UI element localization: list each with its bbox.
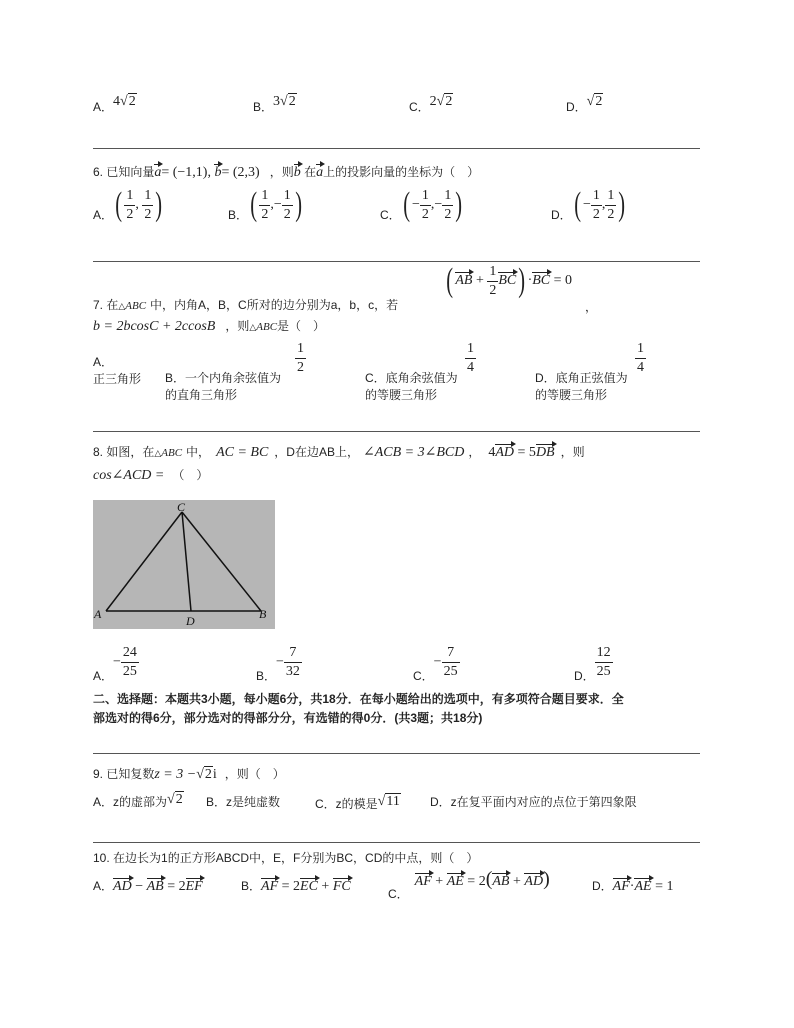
denominator: 2 bbox=[283, 206, 291, 222]
vec-EC: EC bbox=[300, 879, 318, 894]
option-label: B． bbox=[253, 100, 274, 114]
vec-b: b bbox=[214, 165, 222, 180]
paren-right: ) bbox=[455, 186, 463, 223]
divider bbox=[93, 261, 700, 262]
denominator: 2 bbox=[444, 206, 452, 222]
q9-option-b[interactable]: B．z是纯虚数 bbox=[206, 795, 281, 809]
stem-text: ，D在边AB上， bbox=[274, 445, 359, 459]
question-7-stem bbox=[93, 296, 398, 313]
q6-option-d[interactable] bbox=[551, 188, 628, 222]
fraction bbox=[282, 189, 293, 222]
q8-option-d[interactable] bbox=[574, 645, 613, 683]
paren-left: ( bbox=[573, 186, 581, 223]
fraction bbox=[465, 342, 476, 375]
stem-text: 是（ ） bbox=[277, 319, 326, 333]
option-text: 正三角形 bbox=[93, 372, 142, 386]
fraction bbox=[605, 189, 616, 222]
triangle-symbol: △ bbox=[118, 301, 126, 311]
triangle-name: ABC bbox=[161, 447, 183, 459]
triangle-diagram bbox=[93, 500, 275, 629]
stem-text: 中， bbox=[186, 445, 211, 459]
option-label: A． bbox=[93, 879, 114, 893]
q9-option-d[interactable]: D．z在复平面内对应的点位于第四象限 bbox=[430, 795, 637, 809]
sign: − bbox=[113, 654, 121, 670]
fraction bbox=[591, 189, 602, 222]
numerator: 1 bbox=[295, 342, 306, 359]
option-label: D． bbox=[574, 668, 595, 683]
q6-option-c[interactable] bbox=[380, 188, 465, 222]
option-text: 的等腰三角形 bbox=[535, 388, 608, 402]
figure-background bbox=[93, 500, 275, 629]
sqrt: √2 bbox=[280, 94, 296, 109]
option-label: D． bbox=[551, 208, 572, 223]
question-8-stem bbox=[93, 443, 585, 461]
vec-FC: FC bbox=[332, 879, 351, 894]
point-label-D: D bbox=[186, 614, 195, 628]
comma: , bbox=[135, 197, 139, 213]
vec-AD: AD bbox=[113, 879, 132, 894]
sqrt: √2 bbox=[586, 94, 603, 109]
paren-right: ) bbox=[518, 262, 526, 299]
triangle-name: ABC bbox=[125, 300, 147, 312]
option-text: C．底角余弦值为 bbox=[365, 371, 458, 385]
stem-text: ，则 bbox=[225, 319, 250, 333]
numerator: 1 bbox=[259, 189, 270, 206]
triangle-symbol: △ bbox=[249, 322, 257, 332]
vec-AD: AD bbox=[495, 445, 515, 460]
numerator: 1 bbox=[591, 189, 602, 206]
q5-option-c[interactable] bbox=[409, 94, 453, 116]
paren-right: ) bbox=[295, 186, 302, 223]
numerator: 1 bbox=[124, 189, 135, 206]
vec-BC: BC bbox=[532, 273, 551, 289]
sqrt: √2 bbox=[167, 792, 183, 807]
option-label: C． bbox=[380, 208, 401, 223]
q8-option-b[interactable] bbox=[256, 645, 302, 683]
stem-text: ，则 bbox=[560, 445, 585, 459]
fraction bbox=[487, 265, 498, 298]
vec-a: a bbox=[316, 165, 324, 180]
denominator: 2 bbox=[297, 360, 304, 375]
radicand: 11 bbox=[386, 794, 400, 809]
fraction bbox=[442, 189, 453, 222]
fraction bbox=[259, 189, 270, 222]
sign: − bbox=[583, 197, 591, 213]
vec-AE: AE bbox=[446, 874, 464, 889]
vec-EF: EF bbox=[185, 879, 203, 894]
q9-option-a[interactable] bbox=[93, 793, 184, 811]
vec-AF: AF bbox=[612, 879, 630, 894]
divider bbox=[93, 842, 700, 843]
q10-option-d[interactable] bbox=[592, 877, 673, 895]
paren-right: ) bbox=[618, 186, 626, 223]
vec-AB: AB bbox=[146, 879, 164, 894]
stem-text: 7. 在 bbox=[93, 298, 119, 312]
fraction bbox=[420, 189, 431, 222]
triangle-symbol: △ bbox=[154, 448, 162, 458]
eq: = 2 bbox=[167, 879, 186, 894]
q8-option-c[interactable] bbox=[413, 645, 460, 683]
option-label: A． bbox=[93, 668, 114, 683]
fraction bbox=[295, 342, 306, 375]
vec-b: b bbox=[293, 165, 301, 180]
question-6-stem bbox=[93, 163, 479, 181]
sign: − bbox=[276, 654, 284, 670]
denominator: 2 bbox=[144, 206, 152, 222]
radicand: 2 bbox=[288, 94, 296, 109]
plus: + bbox=[512, 874, 521, 889]
numerator: 1 bbox=[420, 189, 431, 206]
stem-text: ，则 bbox=[269, 165, 294, 179]
option-label: D． bbox=[592, 879, 613, 893]
vec-AD: AD bbox=[524, 874, 544, 889]
eq: = (2,3) bbox=[221, 165, 260, 180]
dot: · bbox=[527, 273, 533, 289]
triangle-name: ABC bbox=[256, 321, 278, 333]
eq: = (−1,1), bbox=[161, 165, 215, 180]
equation bbox=[154, 767, 216, 782]
vec-DB: DB bbox=[535, 445, 555, 460]
equation: ∠ACB = 3∠BCD bbox=[362, 445, 465, 460]
vec-AB: AB bbox=[492, 874, 510, 889]
sign: − bbox=[412, 197, 420, 213]
option-text: C．z的模是 bbox=[315, 797, 378, 811]
option-label: C． bbox=[409, 100, 430, 114]
stem-text: 在 bbox=[304, 165, 317, 179]
minus: − bbox=[135, 879, 144, 894]
radicand: 2 bbox=[445, 94, 453, 109]
equation: b = 2bcosC + 2ccosB bbox=[93, 319, 216, 334]
denominator: 4 bbox=[637, 360, 644, 375]
paren-right: ) bbox=[155, 186, 163, 223]
stem-text: 8. 如图，在 bbox=[93, 445, 155, 459]
equation: AC = BC bbox=[216, 445, 269, 460]
option-label: A． bbox=[93, 100, 114, 114]
option-label: B． bbox=[241, 879, 262, 893]
q7-option-a[interactable] bbox=[93, 354, 141, 388]
eq: = 0 bbox=[553, 273, 573, 289]
stem-text: 6. 已知向量 bbox=[93, 165, 155, 179]
stem-text: 上的投影向量的坐标为（ ） bbox=[323, 165, 480, 179]
fraction bbox=[142, 189, 153, 222]
fraction bbox=[124, 189, 135, 222]
numerator: 1 bbox=[465, 342, 476, 359]
paren-left: ( bbox=[402, 186, 410, 223]
stem-text: 9. 已知复数 bbox=[93, 767, 155, 781]
paren-left: ( bbox=[250, 186, 258, 223]
dot: · bbox=[629, 879, 635, 894]
vec-AE: AE bbox=[634, 879, 652, 894]
q10-option-b[interactable] bbox=[241, 877, 351, 895]
vec-AF: AF bbox=[261, 879, 279, 894]
denominator: 25 bbox=[443, 664, 458, 679]
option-text: A．z的虚部为 bbox=[93, 795, 168, 809]
question-9-stem bbox=[93, 765, 285, 783]
paren-left: ( bbox=[115, 186, 123, 223]
fraction bbox=[121, 646, 139, 679]
denominator: 32 bbox=[285, 664, 300, 679]
section-text: 部选对的得6分，部分选对的得部分分，有选错的得0分．(共3题；共18分) bbox=[93, 711, 483, 725]
comma: , bbox=[601, 197, 606, 213]
numerator: 1 bbox=[605, 189, 616, 206]
stem-text: ，则（ ） bbox=[224, 767, 285, 781]
imag-unit: i bbox=[212, 767, 217, 782]
sqrt: √2 bbox=[436, 94, 453, 109]
eq: = 2 bbox=[467, 874, 486, 889]
option-value bbox=[113, 94, 137, 109]
option-label: C． bbox=[413, 668, 434, 683]
coef: 4 bbox=[113, 94, 121, 109]
fraction bbox=[635, 342, 646, 375]
option-label: C． bbox=[388, 887, 409, 901]
plus: + bbox=[321, 879, 330, 894]
option-value bbox=[273, 94, 297, 109]
q5-option-a[interactable] bbox=[93, 94, 137, 116]
divider bbox=[93, 148, 700, 149]
point-label-C: C bbox=[177, 500, 186, 514]
q6-option-b[interactable] bbox=[228, 188, 304, 222]
q7-option-c[interactable] bbox=[365, 341, 474, 403]
denominator: 4 bbox=[467, 360, 474, 375]
sqrt: √11 bbox=[377, 794, 400, 809]
numerator: 7 bbox=[284, 646, 302, 663]
denominator: 2 bbox=[607, 206, 615, 222]
comma: ， bbox=[468, 445, 481, 459]
q7-option-d[interactable] bbox=[535, 341, 644, 403]
option-value bbox=[430, 94, 454, 109]
denominator: 25 bbox=[122, 664, 137, 679]
option-label: A． bbox=[93, 208, 114, 223]
paren-left: ( bbox=[446, 262, 454, 299]
divider bbox=[93, 431, 700, 432]
q7-option-b[interactable] bbox=[165, 341, 304, 403]
q6-option-a[interactable] bbox=[93, 188, 165, 222]
option-label: A． bbox=[93, 355, 114, 369]
section-text: 二、选择题：本题共3小题，每小题6分，共18分．在每小题给出的选项中，有多项符合题目要求．全 bbox=[93, 692, 624, 706]
q8-option-a[interactable] bbox=[93, 645, 139, 683]
sign: − bbox=[273, 197, 282, 213]
section-2-heading bbox=[93, 690, 624, 728]
q10-option-a[interactable] bbox=[93, 877, 203, 895]
q10-option-c[interactable] bbox=[388, 868, 550, 901]
denominator: 2 bbox=[421, 206, 429, 222]
coef: 4 bbox=[488, 445, 496, 460]
stem-text: 中，内角A，B，C所对的边分别为a，b，c，若 bbox=[150, 298, 399, 312]
triangle-figure bbox=[93, 500, 275, 629]
sqrt: √2 bbox=[120, 94, 136, 109]
option-label: B． bbox=[228, 208, 249, 223]
denominator: 2 bbox=[126, 206, 134, 222]
comma: , bbox=[430, 197, 435, 213]
denominator: 2 bbox=[261, 206, 269, 222]
radicand: 2 bbox=[175, 792, 183, 807]
q5-option-b[interactable] bbox=[253, 94, 297, 116]
option-value bbox=[587, 94, 604, 109]
numerator: 1 bbox=[487, 265, 498, 282]
sqrt: √2 bbox=[196, 767, 212, 782]
sign: − bbox=[434, 197, 443, 213]
denominator: 2 bbox=[489, 282, 497, 298]
paren-left: ( bbox=[485, 868, 493, 890]
vec-a: a bbox=[154, 165, 162, 180]
coef: 2 bbox=[429, 94, 437, 109]
plus: + bbox=[435, 874, 444, 889]
denominator: 2 bbox=[592, 206, 600, 222]
point-label-A: A bbox=[94, 607, 102, 621]
numerator: 1 bbox=[142, 189, 153, 206]
vec-AB: AB bbox=[455, 273, 473, 289]
fraction bbox=[442, 646, 460, 679]
option-text: 的等腰三角形 bbox=[365, 388, 438, 402]
plus: + bbox=[475, 273, 484, 289]
question-7-condition bbox=[444, 264, 572, 298]
option-label: D． bbox=[566, 100, 587, 114]
z-eq: z = 3 − bbox=[154, 767, 197, 782]
vec-BC: BC bbox=[498, 273, 517, 289]
option-text: 的直角三角形 bbox=[165, 388, 238, 402]
numerator: 24 bbox=[121, 646, 139, 663]
radicand: 2 bbox=[595, 94, 603, 109]
numerator: 12 bbox=[595, 646, 613, 663]
vec-AF: AF bbox=[414, 874, 432, 889]
comma: , bbox=[270, 197, 274, 213]
denominator: 25 bbox=[596, 664, 611, 679]
numerator: 7 bbox=[442, 646, 460, 663]
stem-text: （ ） bbox=[172, 468, 209, 482]
radicand: 2 bbox=[128, 94, 136, 109]
option-text: B．一个内角余弦值为 bbox=[165, 371, 282, 385]
numerator: 1 bbox=[282, 189, 293, 206]
question-10-stem: 10. 在边长为1的正方形ABCD中，E，F分别为BC，CD的中点，则（ ） bbox=[93, 851, 479, 865]
eq: = 5 bbox=[517, 445, 536, 460]
option-text: D．底角正弦值为 bbox=[535, 371, 628, 385]
numerator: 1 bbox=[635, 342, 646, 359]
point-label-B: B bbox=[259, 607, 267, 621]
equation: cos∠ACD = bbox=[93, 468, 165, 483]
numerator: 1 bbox=[442, 189, 453, 206]
divider bbox=[93, 753, 700, 754]
question-8-line2 bbox=[93, 466, 208, 484]
eq: = 2 bbox=[281, 879, 301, 894]
fraction bbox=[284, 646, 302, 679]
option-label: B． bbox=[256, 668, 277, 683]
radicand: 2 bbox=[204, 767, 212, 782]
comma: ， bbox=[585, 300, 598, 314]
sign: − bbox=[433, 654, 442, 670]
coef: 3 bbox=[273, 94, 281, 109]
eq: = 1 bbox=[655, 879, 674, 894]
fraction bbox=[595, 646, 613, 679]
vector-a bbox=[154, 165, 259, 180]
q9-option-c[interactable] bbox=[315, 795, 401, 813]
paren-right: ) bbox=[543, 868, 550, 890]
q5-option-d[interactable] bbox=[566, 94, 603, 116]
question-7-line2 bbox=[93, 317, 325, 335]
